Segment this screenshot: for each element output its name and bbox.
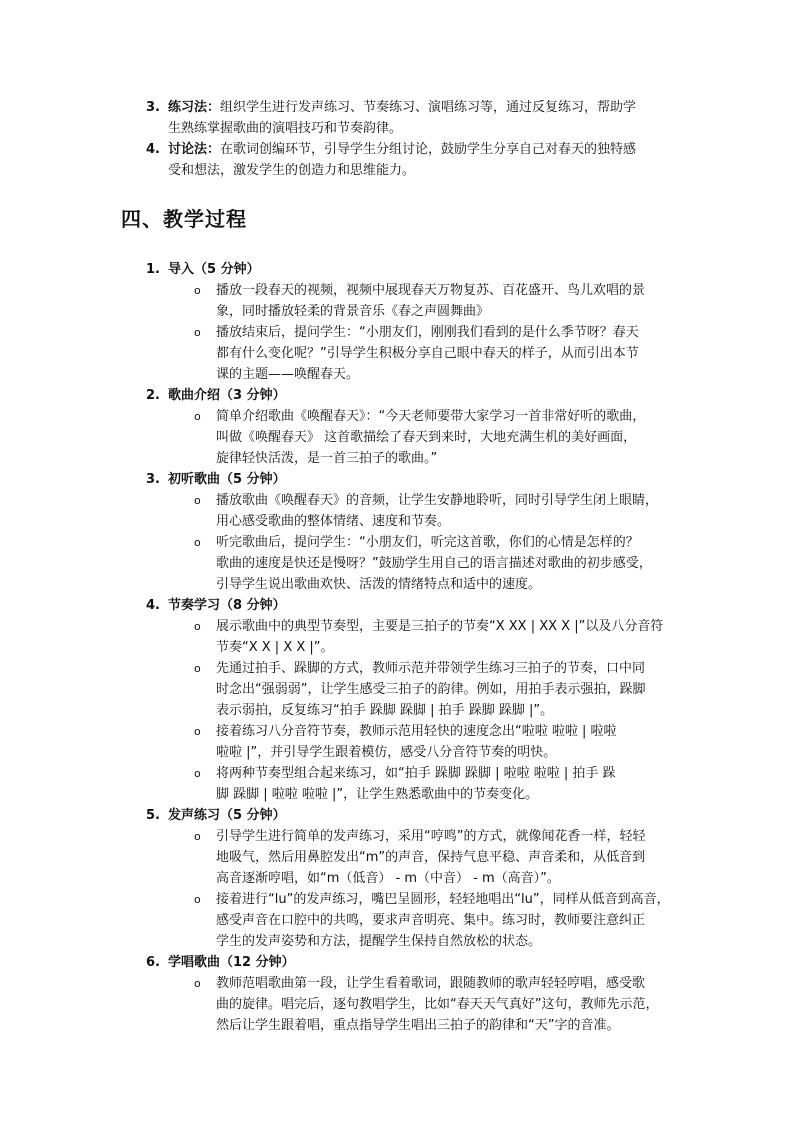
method-label: 练习法： (168, 100, 221, 115)
bullet-line: 接着进行“lu”的发声练习，嘴巴呈圆形，轻轻地唱出“lu”，同样从低音到高音， (216, 892, 670, 907)
bullet-line: 然后让学生跟着唱，重点指导学生唱出三拍子的韵律和“天”字的音准。 (216, 1018, 620, 1033)
bullet-icon: o (194, 725, 201, 738)
method-text (168, 97, 636, 118)
bullet-line: 时念出“强弱弱”，让学生感受三拍子的韵律。例如，用拍手表示强拍，跺脚 (216, 682, 646, 697)
bullet-icon: o (194, 893, 201, 906)
step-number: 5. (146, 808, 160, 823)
step-number: 1. (146, 262, 160, 277)
bullet-line: 播放结束后，提问学生：“小朋友们，刚刚我们看到的是什么季节呀？春天 (216, 325, 639, 340)
bullet-line: 都有什么变化呢？”引导学生积极分享自己眼中春天的样子，从而引出本节 (216, 346, 639, 361)
step-title: 发声练习（5 分钟） (168, 808, 286, 823)
bullet-line: 脚 跺脚 | 啦啦 啦啦 |”，让学生熟悉歌曲中的节奏变化。 (216, 787, 539, 802)
bullet-line: 简单介绍歌曲《唤醒春天》：“今天老师要带大家学习一首非常好听的歌曲， (216, 409, 646, 424)
step-title: 导入（5 分钟） (168, 262, 260, 277)
section-heading: 四、教学过程 (121, 207, 247, 231)
bullet-line: 叫做《唤醒春天》 这首歌描绘了春天到来时，大地充满生机的美好画面， (216, 430, 637, 445)
bullet-icon: o (194, 977, 201, 990)
bullet-line: 高音逐渐哼唱，如“m（低音） - m（中音） - m（高音）”。 (216, 871, 560, 886)
bullet-line: 接着练习八分音符节奏，教师示范用轻快的速度念出“啦啦 啦啦 | 啦啦 (216, 724, 617, 739)
bullet-icon: o (194, 494, 201, 507)
bullet-line: 学生的发声姿势和方法，提醒学生保持自然放松的状态。 (216, 934, 542, 949)
step-title: 初听歌曲（5 分钟） (168, 472, 286, 487)
bullet-line: 象，同时播放轻柔的背景音乐《春之声圆舞曲》 (216, 304, 490, 319)
bullet-line: 啦啦 |”，并引导学生跟着模仿，感受八分音符节奏的明快。 (216, 745, 557, 760)
bullet-icon: o (194, 830, 201, 843)
method-text (168, 139, 636, 160)
method-number: 3. (146, 100, 160, 115)
bullet-line: 教师范唱歌曲第一段，让学生看着歌词，跟随教师的歌声轻轻哼唱，感受歌 (216, 976, 646, 991)
method-line: 组织学生进行发声练习、节奏练习、演唱练习等，通过反复练习，帮助学 (220, 100, 637, 115)
bullet-line: 听完歌曲后，提问学生：“小朋友们，听完这首歌，你们的心情是怎样的？ (216, 535, 639, 550)
step-number: 3. (146, 472, 160, 487)
bullet-line: 感受声音在口腔中的共鸣，要求声音明亮、集中。练习时，教师要注意纠正 (216, 913, 646, 928)
bullet-line: 表示弱拍，反复练习“拍手 跺脚 跺脚 | 拍手 跺脚 跺脚 |”。 (216, 703, 554, 718)
step-number: 6. (146, 955, 160, 970)
bullet-line: 地吸气，然后用鼻腔发出“m”的声音，保持气息平稳、声音柔和，从低音到 (216, 850, 646, 865)
step-number: 4. (146, 598, 160, 613)
bullet-line: 节奏“X X | X X |”。 (216, 640, 334, 655)
method-line: 在歌词创编环节，引导学生分组讨论，鼓励学生分享自己对春天的独特感 (220, 142, 637, 157)
bullet-line: 课的主题——唤醒春天。 (216, 367, 360, 382)
bullet-line: 用心感受歌曲的整体情绪、速度和节奏。 (216, 514, 451, 529)
bullet-line: 引导学生说出歌曲欢快、活泼的情绪特点和适中的速度。 (216, 577, 542, 592)
bullet-icon: o (194, 662, 201, 675)
step-title: 歌曲介绍（3 分钟） (168, 388, 286, 403)
bullet-line: 将两种节奏型组合起来练习，如“拍手 跺脚 跺脚 | 啦啦 啦啦 | 拍手 跺 (216, 766, 616, 781)
bullet-icon: o (194, 410, 201, 423)
bullet-icon: o (194, 767, 201, 780)
bullet-icon: o (194, 284, 201, 297)
step-title: 学唱歌曲（12 分钟） (168, 955, 295, 970)
method-line: 受和想法，激发学生的创造力和思维能力。 (168, 163, 416, 178)
bullet-icon: o (194, 326, 201, 339)
bullet-line: 歌曲的速度是快还是慢呀？”鼓励学生用自己的语言描述对歌曲的初步感受， (216, 556, 652, 571)
bullet-line: 播放一段春天的视频，视频中展现春天万物复苏、百花盛开、鸟儿欢唱的景 (216, 283, 646, 298)
method-label: 讨论法： (168, 142, 221, 157)
bullet-line: 展示歌曲中的典型节奏型，主要是三拍子的节奏“X XX | XX X |”以及八分音符 (216, 619, 664, 634)
bullet-line: 旋律轻快活泼，是一首三拍子的歌曲。” (216, 451, 438, 466)
bullet-line: 曲的旋律。唱完后，逐句教唱学生，比如“春天天气真好”这句，教师先示范， (216, 997, 659, 1012)
bullet-icon: o (194, 536, 201, 549)
method-number: 4. (146, 142, 160, 157)
bullet-line: 引导学生进行简单的发声练习，采用“哼鸣”的方式，就像闻花香一样，轻轻 (216, 829, 646, 844)
bullet-line: 先通过拍手、跺脚的方式，教师示范并带领学生练习三拍子的节奏，口中同 (216, 661, 646, 676)
method-line: 生熟练掌握歌曲的演唱技巧和节奏韵律。 (168, 121, 403, 136)
step-number: 2. (146, 388, 160, 403)
bullet-line: 播放歌曲《唤醒春天》的音频，让学生安静地聆听，同时引导学生闭上眼睛， (216, 493, 659, 508)
step-title: 节奏学习（8 分钟） (168, 598, 286, 613)
bullet-icon: o (194, 620, 201, 633)
